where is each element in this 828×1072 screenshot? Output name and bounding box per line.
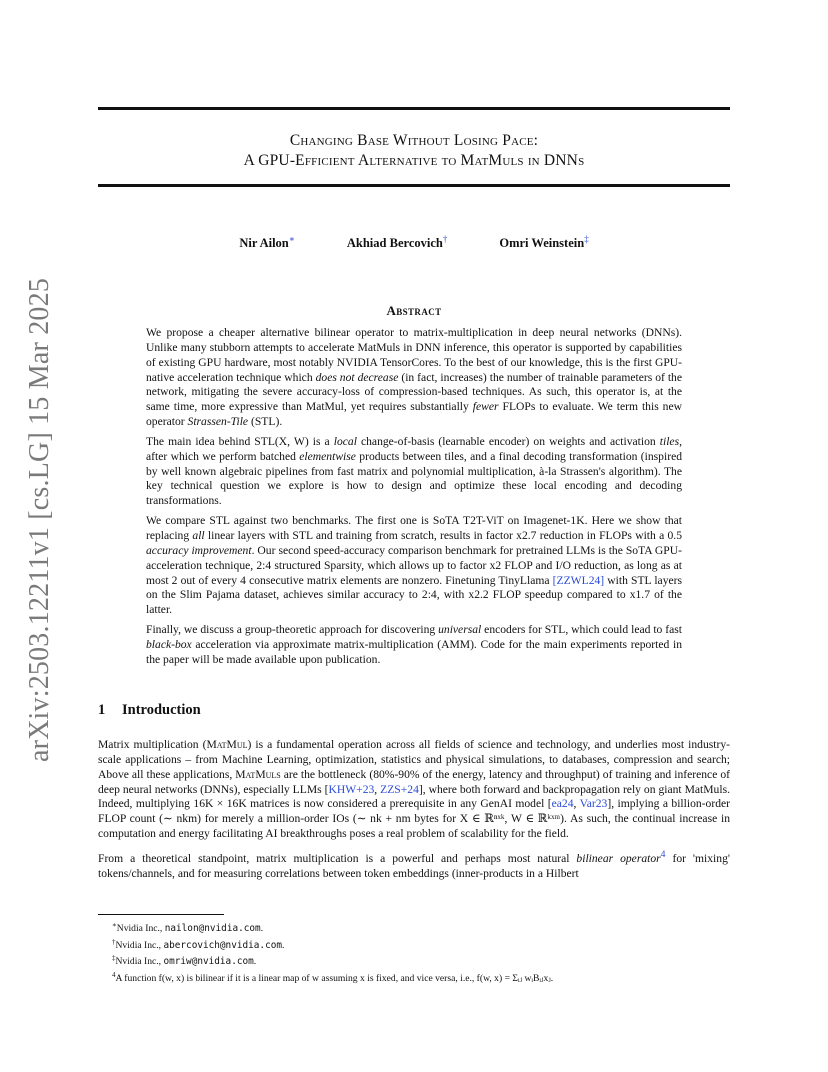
footnotes (112, 919, 730, 985)
body-paragraph: From a theoretical standpoint, matrix multiplication is a powerful and perhaps most natural bilinear operator$^4$ for 'mixing' tokens/channels, and for measuring correlations between token embeddings (inner-products in a Hilbert (98, 848, 730, 880)
citation-link[interactable]: ea24 (551, 797, 574, 811)
intro-body (98, 738, 730, 887)
abstract-paragraph: The main idea behind STL(X, W) is a local change-of-basis (learnable encoder) on weights and activation tiles, after which we perform batched elementwise products between tiles, and a final decoding transformation (inspired by well known algebraic pipelines from fast matrix and polynomial multiplication, à-la Strassen's algorithm). The key technical question we explore is how to design and optimize these local encoding and decoding transformations. (146, 434, 683, 508)
abstract-paragraph: We compare STL against two benchmarks. The first one is SoTA T2T-ViT on Imagenet-1K. Here we show that replacing all linear layers with STL and training from scratch, results in factor x2.7 reduction in FLOPs with a 0.5 accuracy improvement. Our second speed-accuracy comparison benchmark for pretrained LLMs is the SoTA GPU-acceleration technique, 2:4 structured Sparsity, which allows up to factor x2 FLOP and I/O reduction, as long as at most 2 out of every 4 consecutive matrix elements are nonzero. Finetuning TinyLlama [ZZWL24] with STL layers on the Slim Pajama dataset, achieves similar accuracy to 2:4, with x2.2 FLOP speedup compared to x1.7 of the latter. (146, 514, 683, 617)
abstract-paragraph: We propose a cheaper alternative bilinear operator to matrix-multiplication in deep neural networks (DNNs). Unlike many stubborn attempts to accelerate MatMuls in DNN inference, this operator is supported by capabilities of existing GPU hardware, most notably NVIDIA TensorCores. To the best of our knowledge, this is the first GPU-native acceleration technique which does not decrease (in fact, increases) the number of trainable parameters of the network, mitigating the severe accuracy-loss of compression-based techniques. As such, this operator is, at the same time, more expressive than MatMul, yet requires substantially fewer FLOPs to evaluate. We term this new operator Strassen-Tile (STL). (146, 326, 682, 429)
email-link[interactable]: abercovich@nvidia.com (163, 939, 282, 951)
footnote-link[interactable]: 4 (660, 848, 666, 860)
arxiv-identifier: arXiv:2503.12211v1 [cs.LG] 15 Mar 2025 (24, 277, 56, 763)
abstract (146, 326, 682, 673)
email-link[interactable]: nailon@nvidia.com (164, 923, 261, 935)
title-line-1: Changing Base Without Losing Pace: (289, 132, 539, 149)
title-line-2: A GPU-Efficient Alternative to MatMuls in DNNs (243, 152, 585, 169)
author-list (98, 234, 730, 251)
author: Nir Ailon∗ (239, 234, 295, 251)
footnote: $^4$A function f(w, x) is bilinear if it is a linear map of w assuming x is fixed, and vice versa, i.e., f(w, x) = Σᵢⱼ wᵢBᵢⱼxⱼ. (112, 970, 554, 984)
citation-link[interactable]: ZZS+24 (380, 782, 419, 796)
title-rule-bottom (98, 184, 730, 187)
title-rule-top (98, 107, 730, 110)
author: Omri Weinstein‡ (499, 234, 589, 251)
footnote: ∗Nvidia Inc., nailon@nvidia.com. (112, 921, 264, 935)
paper-title (98, 131, 730, 171)
email-link[interactable]: omriw@nvidia.com (163, 956, 254, 968)
footnote: †Nvidia Inc., abercovich@nvidia.com. (112, 937, 285, 951)
abstract-paragraph: Finally, we discuss a group-theoretic approach for discovering universal encoders for STL, which could lead to fast black-box acceleration via approximate matrix-multiplication (AMM). Code for the main experiments reported in the paper will be made available upon publication. (146, 623, 683, 666)
section-title: Introduction (122, 702, 201, 718)
footnote-rule (98, 914, 224, 915)
abstract-heading: Abstract (386, 303, 442, 318)
author-footnote-link[interactable]: ∗ (288, 234, 295, 244)
body-paragraph: Matrix multiplication (MatMul) is a fundamental operation across all fields of science and technology, and underlies most industry-scale applications – from Machine Learning, optimization, statistics and physical simulations, to databases, compression and search; Above all these applications, MatMuls are the bottleneck (80%-90% of the energy, latency and throughput) of training and inference of deep neural networks (DNNs), especially LLMs [KHW+23, ZZS+24], where both forward and backpropagation rely on giant MatMuls. Indeed, multiplying 16K × 16K matrices is now considered a prerequisite in any GenAI model [ea24, Var23], implying a billion-order FLOP count (∼ nkm) for merely a million-order IOs (∼ nk + nm bytes for X ∈ ℝⁿˣᵏ, W ∈ ℝᵏˣᵐ). As such, the continual increase in computation and energy facilitating AI breakthroughs poses a real problem of scalability for the field. (98, 738, 731, 841)
author-footnote-link[interactable]: † (442, 234, 448, 244)
section-heading (98, 702, 201, 719)
author-footnote-link[interactable]: ‡ (584, 234, 589, 244)
footnote: ‡Nvidia Inc., omriw@nvidia.com. (112, 954, 257, 968)
citation-link[interactable]: KHW+23 (328, 782, 375, 796)
citation-link[interactable]: [ZZWL24] (552, 573, 605, 587)
author: Akhiad Bercovich† (346, 234, 448, 251)
citation-link[interactable]: Var23 (579, 797, 608, 811)
section-number: 1 (98, 702, 106, 718)
